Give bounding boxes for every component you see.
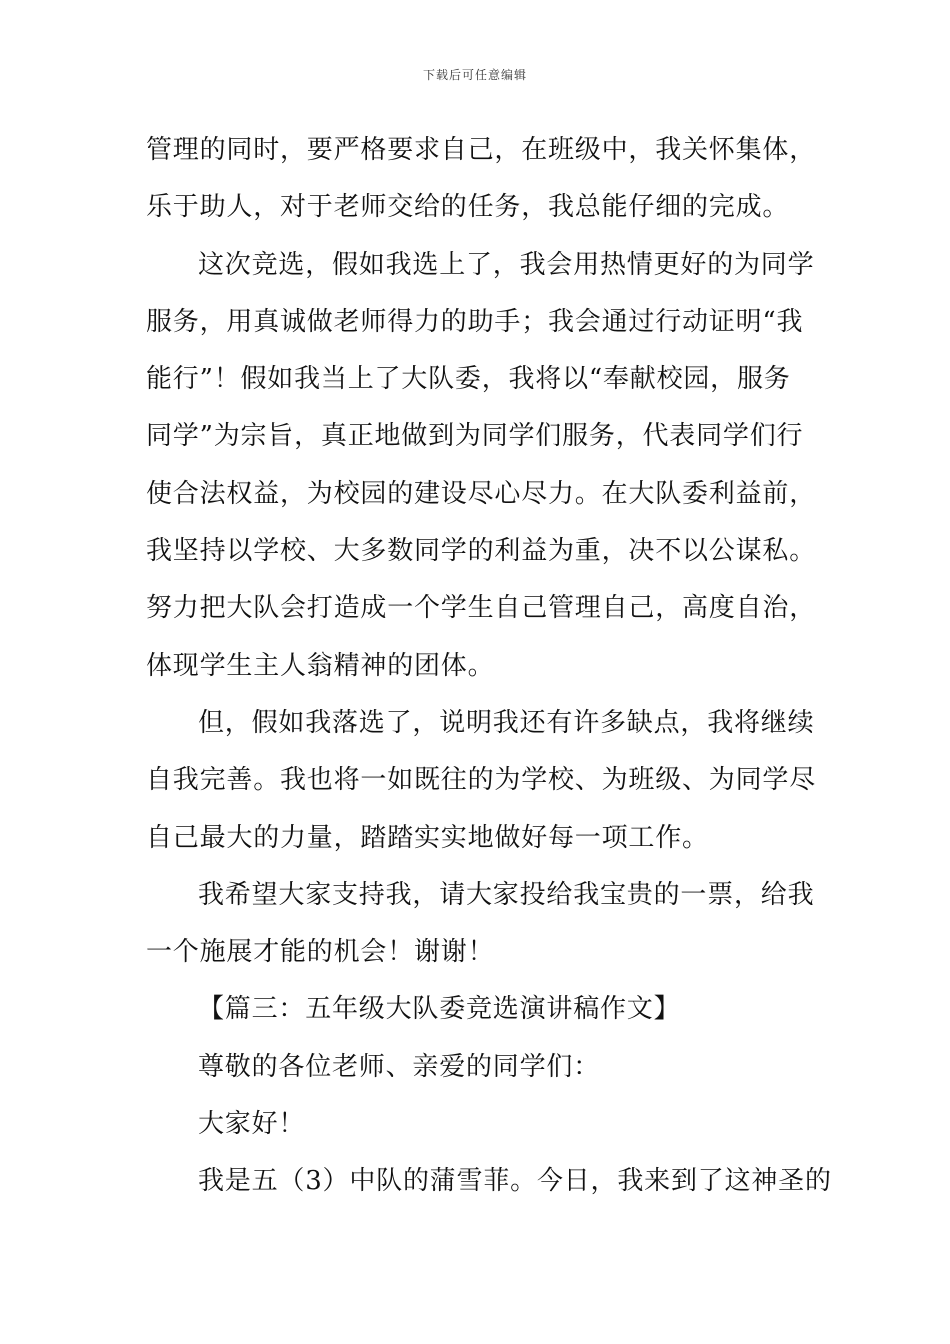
text-line: 【篇三：五年级大队委竞选演讲稿作文】 [198, 994, 681, 1025]
text-line: 服务，用真诚做老师得力的助手；我会通过行动证明“我 [146, 306, 804, 337]
text-line: 一个施展才能的机会！谢谢！ [146, 937, 495, 968]
text-line: 但，假如我落选了，说明我还有许多缺点，我将继续 [198, 707, 815, 738]
text-line: 尊敬的各位老师、亲爱的同学们： [198, 1051, 601, 1082]
text-line: 我是五（3）中队的蒲雪菲。今日，我来到了这神圣的 [198, 1166, 832, 1197]
text-line: 我坚持以学校、大多数同学的利益为重，决不以公谋私。 [146, 536, 817, 567]
text-line: 管理的同时，要严格要求自己，在班级中，我关怀集体， [146, 135, 817, 165]
page-header: 下载后可任意编辑 [422, 68, 527, 82]
text-line: 能行”！假如我当上了大队委，我将以“奉献校园，服务 [146, 364, 791, 395]
text-line: 体现学生主人翁精神的团体。 [146, 650, 495, 681]
text-line: 我希望大家支持我，请大家投给我宝贵的一票，给我 [198, 879, 815, 910]
text-line: 乐于助人，对于老师交给的任务，我总能仔细的完成。 [146, 192, 790, 223]
text-line: 使合法权益，为校园的建设尽心尽力。在大队委利益前， [146, 478, 817, 509]
text-line: 努力把大队会打造成一个学生自己管理自己，高度自治， [146, 593, 817, 624]
text-line: 自我完善。我也将一如既往的为学校、为班级、为同学尽 [146, 765, 817, 796]
text-line: 大家好！ [198, 1109, 306, 1140]
text-line: 自己最大的力量，踏踏实实地做好每一项工作。 [146, 822, 709, 853]
text-line: 这次竞选，假如我选上了，我会用热情更好的为同学 [198, 249, 815, 280]
document-body [146, 128, 832, 1217]
text-line: 同学”为宗旨，真正地做到为同学们服务，代表同学们行 [146, 421, 804, 452]
